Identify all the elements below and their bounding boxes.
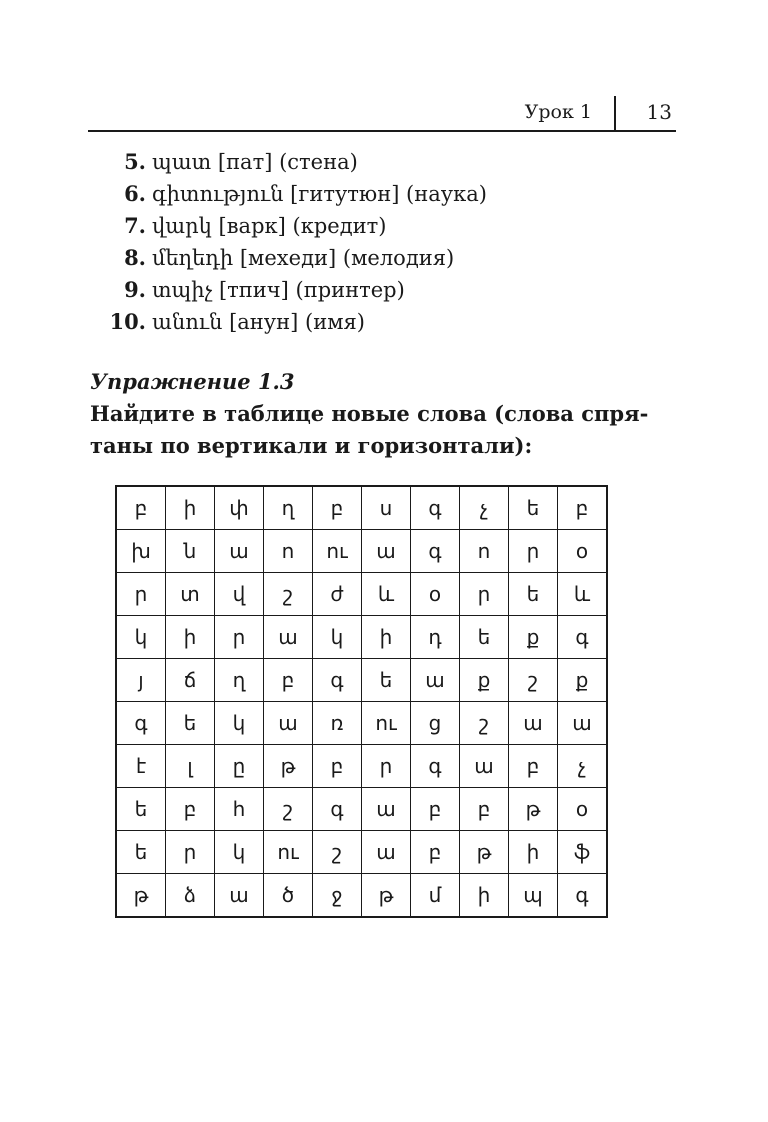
grid-row xyxy=(116,874,607,918)
list-item xyxy=(88,178,688,210)
grid-cell: կ xyxy=(215,831,264,874)
grid-cell: ի xyxy=(166,486,215,530)
grid-cell: գ xyxy=(411,486,460,530)
grid-cell: ր xyxy=(509,530,558,573)
grid-cell: օ xyxy=(558,788,608,831)
grid-cell: ր xyxy=(166,831,215,874)
grid-cell: ծ xyxy=(264,874,313,918)
grid-cell: ն xyxy=(166,530,215,573)
item-text: տպիչ [тпич] (принтер) xyxy=(152,278,405,302)
grid-cell: գ xyxy=(116,702,166,745)
item-number: 5. xyxy=(124,149,146,174)
grid-cell: ա xyxy=(411,659,460,702)
header-divider xyxy=(614,96,616,130)
grid-cell: օ xyxy=(411,573,460,616)
grid-cell: ը xyxy=(215,745,264,788)
grid-cell: ա xyxy=(215,874,264,918)
item-text: գիտություն [гитутюн] (наука) xyxy=(152,182,487,206)
grid-cell: բ xyxy=(264,659,313,702)
grid-cell: թ xyxy=(509,788,558,831)
grid-cell: բ xyxy=(166,788,215,831)
grid-cell: յ xyxy=(116,659,166,702)
grid-cell: օ xyxy=(558,530,608,573)
grid-cell: մ xyxy=(411,874,460,918)
grid-row xyxy=(116,702,607,745)
grid-cell: կ xyxy=(215,702,264,745)
grid-cell: ու xyxy=(313,530,362,573)
grid-cell: և xyxy=(558,573,608,616)
grid-cell: գ xyxy=(313,659,362,702)
grid-cell: ե xyxy=(166,702,215,745)
grid-row xyxy=(116,486,607,530)
grid-cell: գ xyxy=(411,745,460,788)
grid-cell: շ xyxy=(509,659,558,702)
grid-cell: և xyxy=(362,573,411,616)
grid-row xyxy=(116,788,607,831)
grid-cell: ա xyxy=(215,530,264,573)
grid-cell: գ xyxy=(411,530,460,573)
grid-cell: շ xyxy=(313,831,362,874)
grid-cell: ճ xyxy=(166,659,215,702)
item-text: մեղեդի [мехеди] (мелодия) xyxy=(152,246,455,270)
grid-cell: ք xyxy=(509,616,558,659)
grid-row xyxy=(116,745,607,788)
grid-cell: ե xyxy=(362,659,411,702)
grid-cell: գ xyxy=(558,874,608,918)
grid-cell: տ xyxy=(166,573,215,616)
grid-cell: ու xyxy=(362,702,411,745)
item-number: 9. xyxy=(124,277,146,302)
grid-cell: ե xyxy=(460,616,509,659)
grid-cell: ի xyxy=(166,616,215,659)
grid-cell: ք xyxy=(558,659,608,702)
grid-cell: ք xyxy=(460,659,509,702)
grid-row xyxy=(116,573,607,616)
grid-cell: ր xyxy=(215,616,264,659)
grid-cell: ի xyxy=(460,874,509,918)
grid-cell: շ xyxy=(264,573,313,616)
item-text: վարկ [варк] (кредит) xyxy=(152,214,387,238)
grid-cell: հ xyxy=(215,788,264,831)
grid-cell: փ xyxy=(215,486,264,530)
instruction-line: таны по вертикали и горизонтали): xyxy=(90,433,533,458)
grid-cell: ե xyxy=(116,831,166,874)
grid-row xyxy=(116,530,607,573)
list-item xyxy=(88,306,688,338)
grid-cell: կ xyxy=(116,616,166,659)
grid-cell: ե xyxy=(116,788,166,831)
grid-cell: պ xyxy=(509,874,558,918)
grid-cell: թ xyxy=(116,874,166,918)
item-number: 10. xyxy=(109,309,146,334)
item-text: պատ [пат] (стена) xyxy=(152,150,358,174)
grid-cell: բ xyxy=(411,831,460,874)
grid-row xyxy=(116,659,607,702)
grid-cell: է xyxy=(116,745,166,788)
exercise-title: Упражнение 1.3 xyxy=(90,369,295,394)
word-search-grid xyxy=(115,485,608,918)
grid-cell: չ xyxy=(558,745,608,788)
grid-cell: ջ xyxy=(313,874,362,918)
grid-cell: ա xyxy=(362,530,411,573)
page-header xyxy=(88,96,676,132)
grid-cell: ֆ xyxy=(558,831,608,874)
grid-cell: բ xyxy=(313,486,362,530)
list-item xyxy=(88,274,688,306)
list-item xyxy=(88,210,688,242)
lesson-label: Урок 1 xyxy=(524,101,592,123)
grid-cell: վ xyxy=(215,573,264,616)
grid-cell: ժ xyxy=(313,573,362,616)
exercise-instructions xyxy=(90,398,660,462)
grid-cell: ա xyxy=(264,702,313,745)
grid-cell: ա xyxy=(362,788,411,831)
item-number: 8. xyxy=(124,245,146,270)
grid-cell: բ xyxy=(116,486,166,530)
item-number: 7. xyxy=(124,213,146,238)
grid-cell: շ xyxy=(264,788,313,831)
grid-cell: ո xyxy=(460,530,509,573)
grid-cell: ի xyxy=(362,616,411,659)
grid-cell: գ xyxy=(313,788,362,831)
grid-cell: թ xyxy=(460,831,509,874)
grid-cell: ա xyxy=(460,745,509,788)
grid-cell: ռ xyxy=(313,702,362,745)
grid-cell: բ xyxy=(460,788,509,831)
grid-cell: ե xyxy=(509,573,558,616)
grid-cell: գ xyxy=(558,616,608,659)
grid-cell: ր xyxy=(460,573,509,616)
grid-cell: ձ xyxy=(166,874,215,918)
item-number: 6. xyxy=(124,181,146,206)
grid-cell: ր xyxy=(116,573,166,616)
grid-cell: ր xyxy=(362,745,411,788)
page-number: 13 xyxy=(646,100,672,124)
instruction-line: Найдите в таблице новые слова (слова спря- xyxy=(90,401,649,426)
item-text: անուն [анун] (имя) xyxy=(152,310,365,334)
grid-cell: ի xyxy=(509,831,558,874)
list-item xyxy=(88,146,688,178)
vocabulary-list xyxy=(88,146,688,338)
grid-cell: ա xyxy=(558,702,608,745)
grid-cell: չ xyxy=(460,486,509,530)
grid-cell: ե xyxy=(509,486,558,530)
grid-cell: ս xyxy=(362,486,411,530)
grid-cell: բ xyxy=(558,486,608,530)
grid-cell: բ xyxy=(509,745,558,788)
grid-row xyxy=(116,831,607,874)
grid-cell: ա xyxy=(509,702,558,745)
grid-cell: շ xyxy=(460,702,509,745)
list-item xyxy=(88,242,688,274)
grid-cell: լ xyxy=(166,745,215,788)
grid-cell: ա xyxy=(264,616,313,659)
grid-cell: թ xyxy=(264,745,313,788)
grid-cell: ա xyxy=(362,831,411,874)
grid-cell: ղ xyxy=(264,486,313,530)
grid-cell: ղ xyxy=(215,659,264,702)
grid-cell: խ xyxy=(116,530,166,573)
grid-cell: ու xyxy=(264,831,313,874)
grid-cell: բ xyxy=(411,788,460,831)
grid-cell: բ xyxy=(313,745,362,788)
grid-cell: դ xyxy=(411,616,460,659)
grid-cell: թ xyxy=(362,874,411,918)
grid-cell: ո xyxy=(264,530,313,573)
grid-cell: ց xyxy=(411,702,460,745)
grid-cell: կ xyxy=(313,616,362,659)
grid-row xyxy=(116,616,607,659)
